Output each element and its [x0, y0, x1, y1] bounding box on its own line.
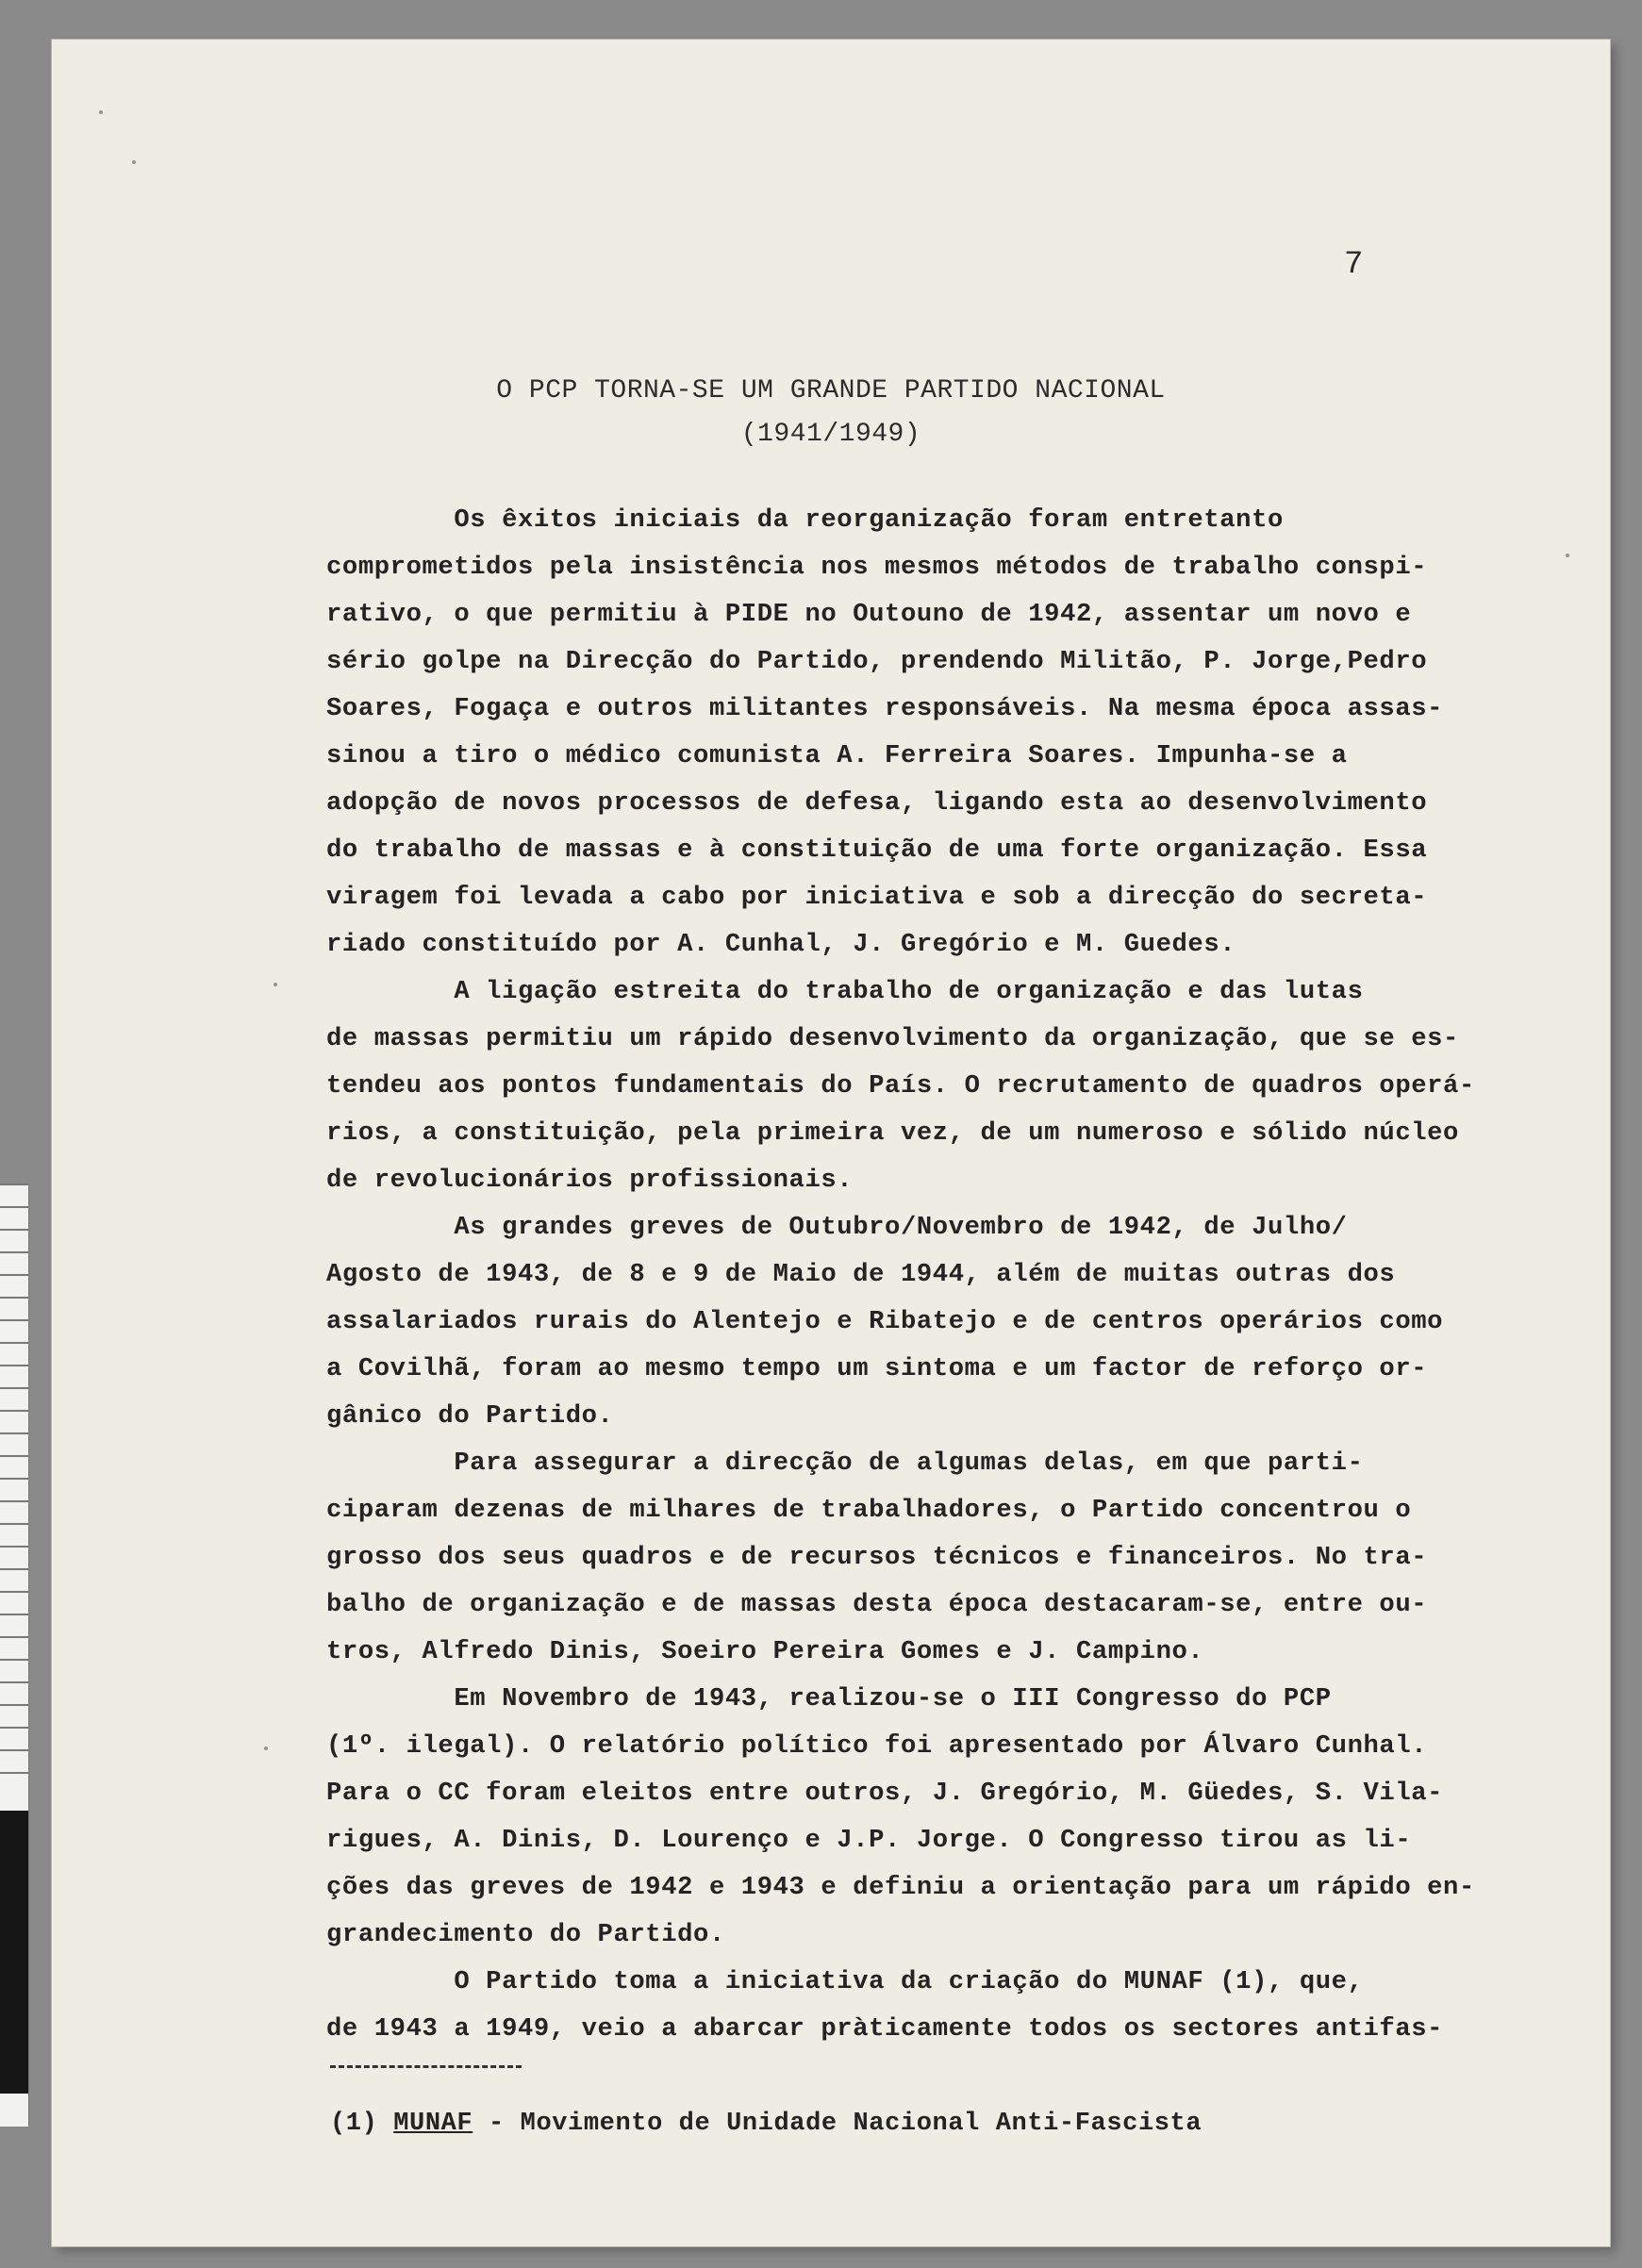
footnote-separator — [330, 2065, 522, 2068]
body-line: do trabalho de massas e à constituição de uma forte organização. Essa — [326, 836, 1428, 865]
footnote-marker: (1) — [330, 2110, 394, 2138]
body-line: de massas permitiu um rápido desenvolvimento da organização, que se es- — [326, 1024, 1459, 1053]
title-line-2: (1941/1949) — [740, 420, 921, 449]
body-line: Em Novembro de 1943, realizou-se o III Congresso do PCP — [326, 1684, 1332, 1713]
scan-color-ruler — [0, 1184, 29, 2127]
body-line: A ligação estreita do trabalho de organização e das lutas — [326, 977, 1364, 1006]
footnote-abbreviation: MUNAF — [393, 2110, 473, 2138]
body-line: grosso dos seus quadros e de recursos técnicos e financeiros. No tra- — [326, 1543, 1428, 1572]
body-line: Para assegurar a direcção de algumas delas, em que parti- — [326, 1449, 1364, 1478]
body-line: As grandes greves de Outubro/Novembro de 1942, de Julho/ — [326, 1213, 1348, 1242]
paper-speck — [264, 1747, 268, 1750]
body-line: assalariados rurais do Alentejo e Ribatejo e de centros operários como — [326, 1307, 1444, 1336]
body-line: de revolucionários profissionais. — [326, 1166, 854, 1195]
body-line: grandecimento do Partido. — [326, 1920, 725, 1949]
footnote — [330, 2110, 1202, 2138]
page-number: 7 — [1344, 247, 1364, 283]
body-line: ciparam dezenas de milhares de trabalhadores, o Partido concentrou o — [326, 1496, 1412, 1525]
paper-speck — [274, 983, 277, 986]
body-line: ções das greves de 1942 e 1943 e definiu a orientação para um rápido en- — [326, 1873, 1475, 1902]
body-line: sinou a tiro o médico comunista A. Ferreira Soares. Impunha-se a — [326, 741, 1348, 770]
body-line: O Partido toma a iniciativa da criação do MUNAF (1), que, — [326, 1967, 1364, 1996]
body-text — [326, 497, 1609, 2053]
body-line: tros, Alfredo Dinis, Soeiro Pereira Gomes e J. Campino. — [326, 1637, 1204, 1666]
body-line: riado constituído por A. Cunhal, J. Gregório e M. Guedes. — [326, 930, 1236, 959]
paper-speck — [132, 160, 136, 164]
document-page — [52, 40, 1610, 2246]
body-line: de 1943 a 1949, veio a abarcar pràticamente todos os sectores antifas- — [326, 2014, 1444, 2044]
body-line: rigues, A. Dinis, D. Lourenço e J.P. Jorge. O Congresso tirou as li- — [326, 1826, 1412, 1855]
body-line: Para o CC foram eleitos entre outros, J. Gregório, M. Güedes, S. Vila- — [326, 1779, 1444, 1808]
paper-speck — [99, 110, 103, 114]
body-line: rativo, o que permitiu à PIDE no Outouno de 1942, assentar um novo e — [326, 600, 1412, 629]
body-line: rios, a constituição, pela primeira vez, de um numeroso e sólido núcleo — [326, 1118, 1459, 1148]
footnote-text: - Movimento de Unidade Nacional Anti-Fascista — [473, 2110, 1202, 2138]
body-line: balho de organização e de massas desta época destacaram-se, entre ou- — [326, 1590, 1428, 1619]
ruler-ticks — [0, 1184, 28, 1787]
title-line-1: O PCP TORNA-SE UM GRANDE PARTIDO NACIONAL — [496, 376, 1166, 406]
page-title — [52, 370, 1610, 456]
body-line: a Covilhã, foram ao mesmo tempo um sintoma e um factor de reforço or- — [326, 1354, 1428, 1383]
body-line: adopção de novos processos de defesa, ligando esta ao desenvolvimento — [326, 788, 1428, 818]
body-line: tendeu aos pontos fundamentais do País. O recrutamento de quadros operá- — [326, 1071, 1475, 1101]
body-line: sério golpe na Direcção do Partido, prendendo Militão, P. Jorge,Pedro — [326, 647, 1428, 676]
body-line: (1º. ilegal). O relatório político foi apresentado por Álvaro Cunhal. — [326, 1731, 1428, 1761]
body-line: Os êxitos iniciais da reorganização foram entretanto — [326, 505, 1284, 535]
ruler-dark-block — [0, 1811, 28, 2094]
body-line: comprometidos pela insistência nos mesmos métodos de trabalho conspi- — [326, 553, 1428, 582]
body-line: Agosto de 1943, de 8 e 9 de Maio de 1944, além de muitas outras dos — [326, 1260, 1396, 1289]
body-line: viragem foi levada a cabo por iniciativa e sob a direcção do secreta- — [326, 883, 1428, 912]
body-line: gânico do Partido. — [326, 1401, 614, 1431]
body-line: Soares, Fogaça e outros militantes responsáveis. Na mesma época assas- — [326, 694, 1444, 723]
